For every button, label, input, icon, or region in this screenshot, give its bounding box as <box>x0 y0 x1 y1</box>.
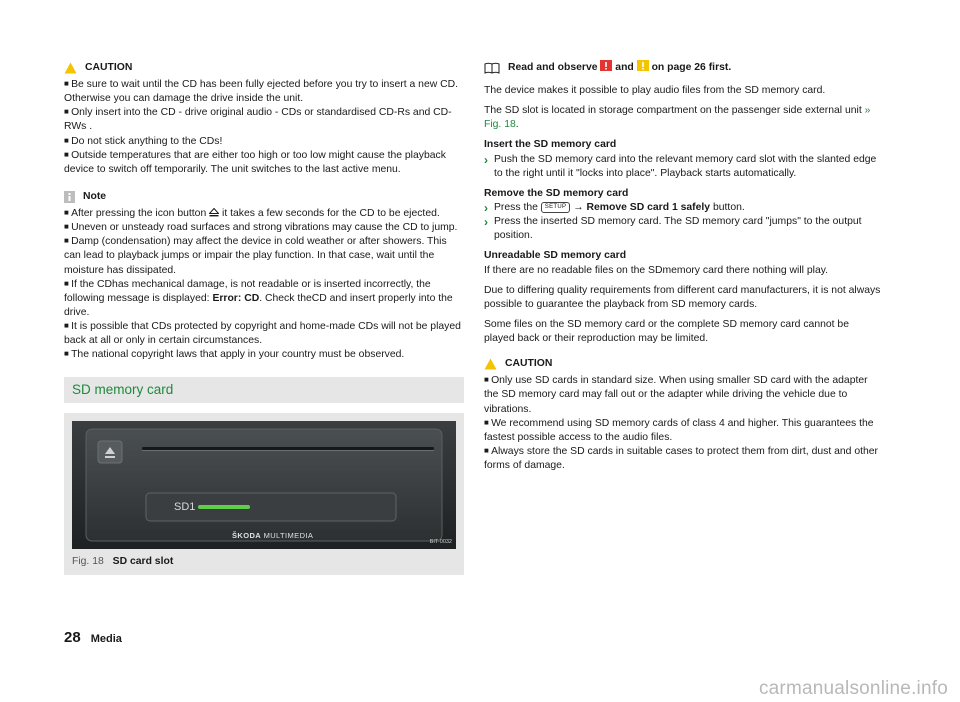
paragraph: Due to differing quality requirements from different card manufacturers, it is not always possible to guarantee the playback from SD memory cards. <box>484 284 881 310</box>
brand-logo: ŠKODA MULTIMEDIA <box>232 530 314 540</box>
note-title: Note <box>83 190 107 202</box>
figure-link[interactable]: » Fig. 18 <box>484 105 871 131</box>
sd-slot-label: SD1 <box>174 500 196 513</box>
caution-title: CAUTION <box>85 61 133 73</box>
danger-icon <box>600 60 612 71</box>
left-column <box>64 60 464 575</box>
eject-icon <box>209 208 219 217</box>
figure-18 <box>64 413 464 575</box>
caution-item: ■ Outside temperatures that are either too high or too low might cause the playback device to switch off temporarily. The unit switches to the last active menu. <box>64 149 464 177</box>
caution-item: ■ Always store the SD cards in suitable cases to protect them from dirt, dust and other forms of damage. <box>484 445 882 473</box>
chapter-title: Media <box>90 633 122 645</box>
subheading-remove: Remove the SD memory card <box>484 187 629 199</box>
subheading-unreadable: Unreadable SD memory card <box>484 250 627 262</box>
paragraph: Some files on the SD memory card or the complete SD memory card cannot be played back or their reproduction may be limited. <box>484 318 849 345</box>
note-item: ■ Uneven or unsteady road surfaces and strong vibrations may cause the CD to jump. <box>64 221 464 235</box>
note-item: ■ After pressing the icon button it takes a few seconds for the CD to be ejected. <box>64 207 464 221</box>
setup-button-icon: SETUP <box>541 202 571 213</box>
note-item: ■ If the CDhas mechanical damage, is not readable or is inserted incorrectly, the following message is displayed: Error: CD. Check theCD and insert properly into the drive. <box>64 278 464 320</box>
note-item: ■ The national copyright laws that apply in your country must be observed. <box>64 348 464 362</box>
caution-box-left <box>64 60 464 177</box>
read-observe-line <box>484 60 882 76</box>
caution-item: ■ Be sure to wait until the CD has been fully ejected before you try to insert a new CD. Otherwise you can damage the drive inside the unit. <box>64 78 464 106</box>
paragraph: The device makes it possible to play audio files from the SD memory card. <box>484 85 826 96</box>
step: › Press the inserted SD memory card. The SD memory card "jumps" to the output position. <box>484 215 882 243</box>
book-icon <box>484 62 500 74</box>
figure-caption <box>72 549 456 569</box>
caution-item: ■ Only insert into the CD - drive original audio - CDs or standardised CD-Rs and CD-RWs . <box>64 106 464 134</box>
caution-box-right <box>484 356 882 473</box>
watermark: carmanualsonline.info <box>758 678 948 699</box>
figure-number: Fig. 18 <box>72 555 104 567</box>
caution-item: ■ Only use SD cards in standard size. When using smaller SD card with the adapter the SD memory card may fall out or the adapter while driving the vehicle due to vibrations. <box>484 374 882 416</box>
step: › Push the SD memory card into the relevant memory card slot with the slanted edge to the right until it "locks into place". Playback starts automatically. <box>484 153 882 181</box>
note-box <box>64 189 464 363</box>
caution-heading <box>484 356 882 372</box>
caution-item: ■ Do not stick anything to the CDs! <box>64 135 464 149</box>
subheading-insert: Insert the SD memory card <box>484 139 617 151</box>
note-item: ■ Damp (condensation) may affect the device in cold weather or after showers. This can lead to playback jumps or impair the play function. In that case, wait until the moisture has dissipated. <box>64 235 464 277</box>
sd-card-slot-image <box>72 421 456 549</box>
sd-slot-illustration <box>72 421 456 549</box>
page-number: 28 <box>64 629 81 646</box>
section-heading: SD memory card <box>64 377 464 403</box>
note-heading <box>64 189 464 205</box>
caution-item: ■ We recommend using SD memory cards of class 4 and higher. This guarantees the fastest possible access to the audio files. <box>484 417 882 445</box>
warning-icon <box>484 358 497 370</box>
note-item: ■ It is possible that CDs protected by copyright and home-made CDs will not be played back at all or only in certain circumstances. <box>64 320 464 348</box>
warning-icon <box>64 62 77 74</box>
warning-icon <box>637 60 649 71</box>
figure-title: SD card slot <box>112 555 174 567</box>
step: › Press the SETUP → Remove SD card 1 safely button. <box>484 201 882 215</box>
info-icon <box>64 191 75 203</box>
caution-heading <box>64 60 464 76</box>
caution-title: CAUTION <box>505 358 553 370</box>
paragraph: The SD slot is located in storage compartment on the passenger side external unit » Fig. 18. <box>484 105 871 131</box>
right-column <box>484 60 882 485</box>
paragraph: If there are no readable files on the SDmemory card there nothing will play. <box>484 264 829 276</box>
read-observe-text: Read and observe and on page 26 first. <box>508 62 732 74</box>
figure-code: BIT-0032 <box>429 539 452 546</box>
page-footer <box>64 628 122 648</box>
